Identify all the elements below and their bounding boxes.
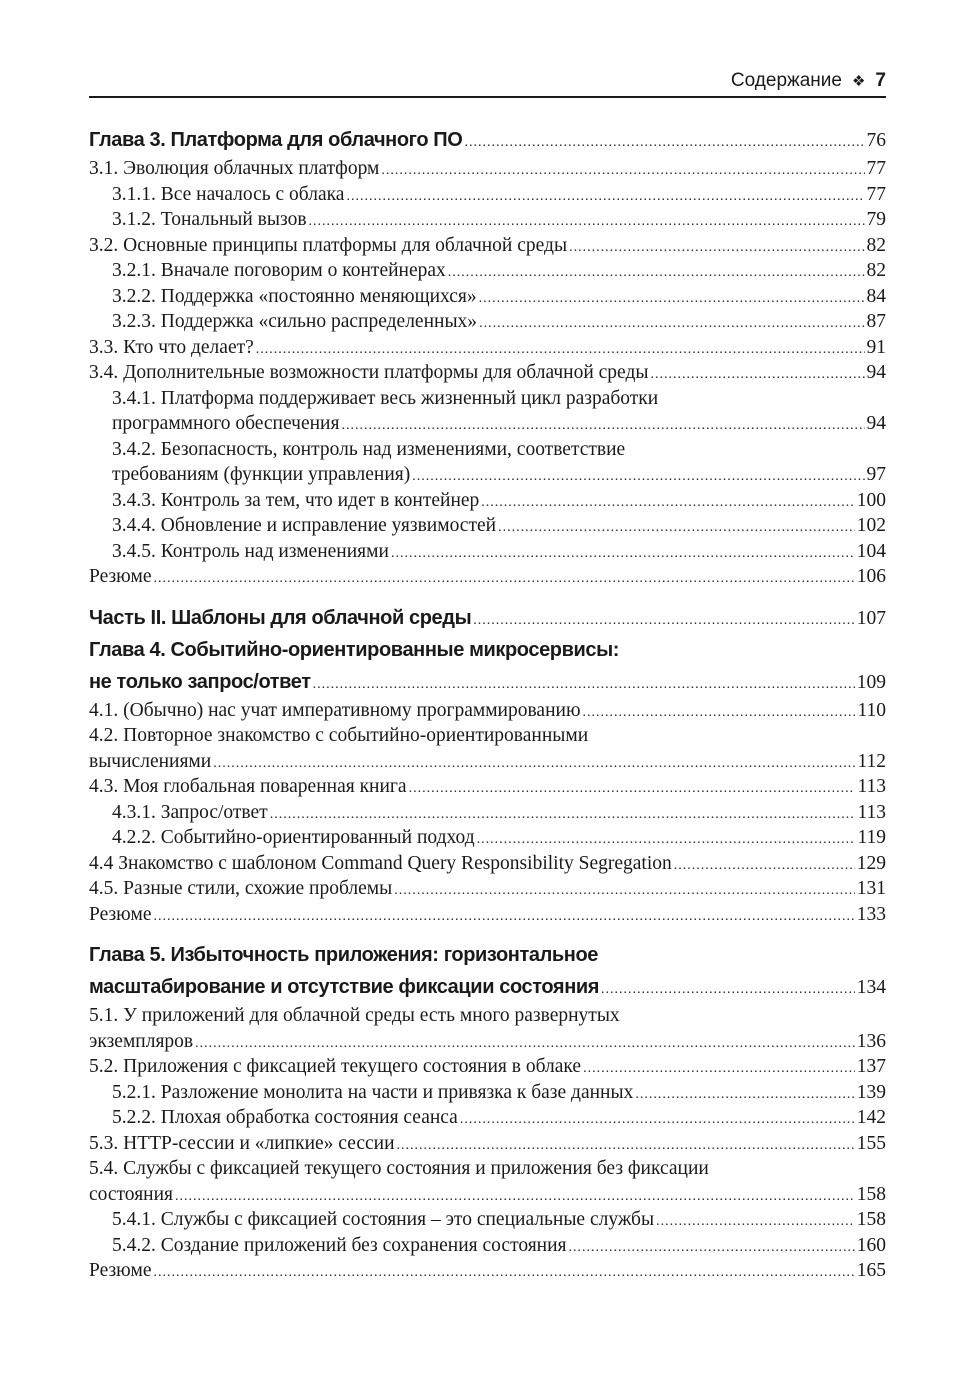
dot-leader (175, 1184, 855, 1210)
toc-entry[interactable] (89, 1258, 886, 1284)
dot-leader (464, 127, 864, 159)
dot-leader (583, 1056, 855, 1082)
toc-entry-title: 4.4 Знакомство с шаблоном Command Query Responsibility Segregation (89, 852, 672, 874)
toc-entry-title: вычислениями (89, 750, 212, 772)
toc-entry-title: 5.4.1. Службы с фиксацией состояния – это специальные службы (112, 1209, 655, 1230)
toc-line (89, 723, 886, 749)
dot-leader (569, 1235, 855, 1261)
toc-line (89, 1131, 886, 1157)
toc-page-number: 77 (866, 183, 886, 205)
toc-entry[interactable] (89, 488, 886, 514)
toc-entry[interactable] (89, 156, 886, 182)
toc-entry[interactable] (89, 698, 886, 724)
dot-leader (213, 751, 855, 777)
toc-line (89, 1029, 886, 1055)
toc-entry[interactable] (89, 182, 886, 208)
toc-heading[interactable] (89, 634, 886, 698)
dot-leader (270, 802, 856, 828)
toc-entry-title: 3.3. Кто что делает? (89, 336, 254, 358)
toc-page-number: 136 (856, 1030, 886, 1052)
toc-page-number: 100 (856, 489, 886, 511)
toc-line (89, 386, 886, 412)
dot-leader (498, 515, 855, 541)
dot-leader (674, 853, 855, 879)
toc-entry[interactable] (89, 1156, 886, 1207)
toc-entry-title: Часть II. Шаблоны для облачной среды (89, 606, 472, 629)
dot-leader (412, 464, 864, 490)
toc-entry[interactable] (89, 335, 886, 361)
toc-page-number: 158 (856, 1183, 886, 1205)
toc-entry[interactable] (89, 774, 886, 800)
toc-entry-title: 3.2. Основные принципы платформы для облачной среды (89, 234, 568, 256)
toc-line (89, 309, 886, 335)
dot-leader (656, 1209, 855, 1235)
toc-entry[interactable] (89, 876, 886, 902)
toc-page-number: 142 (856, 1107, 886, 1128)
toc-entry-title: 4.2. Повторное знакомство с событийно-ориентированными (89, 725, 589, 746)
toc-page-number: 131 (856, 878, 886, 899)
toc-entry[interactable] (89, 564, 886, 590)
dot-leader (397, 1133, 855, 1159)
toc-heading[interactable] (89, 124, 886, 156)
toc-entry-title: 3.4.1. Платформа поддерживает весь жизненный цикл разработки (112, 387, 659, 409)
toc-line (89, 182, 886, 208)
toc-line (89, 851, 886, 877)
toc-line (89, 1003, 886, 1029)
dot-leader (195, 1031, 855, 1057)
toc-heading[interactable] (89, 602, 886, 634)
toc-entry-title: 3.1.1. Все началось с облака (112, 183, 345, 205)
toc-entry-title: 4.2.2. Событийно-ориентированный подход (112, 827, 475, 848)
toc-page-number: 165 (856, 1260, 886, 1281)
dot-leader (341, 413, 864, 439)
toc-entry-title: 5.2. Приложения с фиксацией текущего состояния в облаке (89, 1056, 582, 1077)
toc-page-number: 155 (856, 1132, 886, 1154)
toc-entry[interactable] (89, 386, 886, 437)
dot-leader (394, 878, 855, 904)
toc-page-number: 97 (866, 464, 886, 485)
toc-page-number: 109 (856, 671, 886, 693)
toc-entry[interactable] (89, 207, 886, 233)
toc-page-number: 160 (856, 1234, 886, 1256)
toc-entry[interactable] (89, 1003, 886, 1054)
toc-line (89, 634, 886, 666)
toc-entry-title: Резюме (89, 903, 152, 925)
toc-line (89, 207, 886, 233)
toc-line (89, 1207, 886, 1233)
toc-entry[interactable] (89, 1054, 886, 1080)
dot-leader (479, 311, 864, 337)
toc-entry[interactable] (89, 360, 886, 386)
toc-line (89, 124, 886, 156)
toc-entry[interactable] (89, 284, 886, 310)
toc-entry-title: 5.4.2. Создание приложений без сохранения состояния (112, 1234, 567, 1256)
dot-leader (409, 776, 856, 802)
toc-entry-title: Глава 3. Платформа для облачного ПО (89, 129, 463, 151)
toc-entry-title: 5.3. HTTP-сессии и «липкие» сессии (89, 1132, 395, 1154)
toc-entry-title: 3.2.3. Поддержка «сильно распределенных» (112, 311, 478, 332)
toc-entry-title: 3.4.5. Контроль над изменениями (112, 540, 389, 562)
toc-page-number: 134 (856, 977, 886, 998)
toc-entry[interactable] (89, 513, 886, 539)
dot-leader (381, 158, 864, 184)
dot-leader (569, 235, 864, 261)
dot-leader (583, 700, 856, 726)
toc-line (89, 1054, 886, 1080)
toc-page-number: 133 (856, 903, 886, 925)
dot-leader (477, 827, 856, 853)
toc-page-number: 91 (866, 336, 886, 358)
toc-line (89, 513, 886, 539)
toc-heading[interactable] (89, 939, 886, 1003)
toc-page-number: 77 (866, 158, 886, 179)
toc-entry-title: 4.5. Разные стили, схожие проблемы (89, 878, 393, 899)
toc-page-number: 102 (856, 515, 886, 536)
toc-entry-title: программного обеспечения (112, 413, 340, 434)
toc-line (89, 411, 886, 437)
dot-leader (481, 490, 854, 516)
toc-entry[interactable] (89, 851, 886, 877)
dot-leader (313, 669, 855, 701)
toc-line (89, 825, 886, 851)
toc-entry[interactable] (89, 1080, 886, 1106)
toc-page-number: 110 (857, 699, 886, 721)
toc-entry[interactable] (89, 723, 886, 774)
toc-line (89, 774, 886, 800)
toc-entry-title: 3.1.2. Тональный вызов (112, 209, 307, 230)
toc-page-number: 94 (866, 413, 886, 434)
dot-leader (154, 1260, 855, 1286)
toc-entry-title: 4.3. Моя глобальная поваренная книга (89, 776, 407, 797)
toc-entry-title: состояния (89, 1183, 173, 1205)
dot-leader (479, 286, 865, 312)
toc-page-number: 113 (857, 776, 886, 797)
toc-entry-title: Глава 5. Избыточность приложения: горизонтальное (89, 944, 598, 966)
toc-entry-title: 3.2.1. Вначале поговорим о контейнерах (112, 260, 446, 281)
toc-entry-title: 5.2.2. Плохая обработка состояния сеанса (112, 1107, 458, 1128)
header-page-number: 7 (875, 70, 886, 91)
dot-leader (346, 184, 864, 210)
toc-page-number: 113 (857, 801, 886, 823)
toc-page-number: 104 (856, 540, 886, 562)
toc-page-number: 84 (866, 285, 886, 307)
toc-entry-title: 3.1. Эволюция облачных платформ (89, 158, 380, 179)
toc-entry-title: 4.1. (Обычно) нас учат императивному программированию (89, 699, 581, 721)
toc-line (89, 462, 886, 488)
toc-page-number: 87 (866, 311, 886, 332)
toc-line (89, 902, 886, 928)
toc-line (89, 800, 886, 826)
toc-line (89, 360, 886, 386)
toc-entry[interactable] (89, 902, 886, 928)
toc-entry[interactable] (89, 1105, 886, 1131)
toc-entry-title: масштабирование и отсутствие фиксации состояния (89, 976, 600, 998)
toc-entry-title: 4.3.1. Запрос/ответ (112, 801, 268, 823)
toc-entry-title: экземпляров (89, 1030, 194, 1052)
dot-leader (601, 974, 855, 1006)
toc-line (89, 1258, 886, 1284)
toc-entry[interactable] (89, 539, 886, 565)
toc-page-number: 119 (857, 827, 886, 848)
toc-entry-title: 3.2.2. Поддержка «постоянно меняющихся» (112, 285, 477, 307)
toc-entry[interactable] (89, 825, 886, 851)
toc-page-number: 82 (866, 234, 886, 256)
toc-page-number: 107 (856, 607, 886, 629)
header-title: Содержание (730, 70, 842, 91)
toc-entry-title: 3.4.3. Контроль за тем, что идет в контейнер (112, 489, 480, 511)
toc-page-number: 129 (856, 852, 886, 874)
toc-line (89, 698, 886, 724)
toc-entry[interactable] (89, 233, 886, 259)
toc-line (89, 1080, 886, 1106)
toc-entry-title: 5.2.1. Разложение монолита на части и привязка к базе данных (112, 1081, 634, 1103)
toc-entry-title: 3.4. Дополнительные возможности платформы для облачной среды (89, 362, 649, 383)
toc-page-number: 137 (856, 1056, 886, 1077)
toc-line (89, 602, 886, 634)
toc-line (89, 564, 886, 590)
toc-line (89, 876, 886, 902)
dot-leader (256, 337, 865, 363)
toc-line (89, 335, 886, 361)
toc-page-number: 106 (856, 566, 886, 587)
toc-line (89, 939, 886, 971)
toc-entry[interactable] (89, 1207, 886, 1233)
toc-page-number: 139 (856, 1081, 886, 1103)
toc-line (89, 971, 886, 1003)
toc-line (89, 749, 886, 775)
toc-page-number: 82 (866, 260, 886, 281)
toc-entry[interactable] (89, 309, 886, 335)
toc-line (89, 1105, 886, 1131)
dot-leader (448, 260, 865, 286)
toc-line (89, 488, 886, 514)
toc-entry-title: 3.4.4. Обновление и исправление уязвимостей (112, 515, 497, 536)
toc-line (89, 284, 886, 310)
table-of-contents (89, 124, 886, 1284)
toc-entry-title: 3.4.2. Безопасность, контроль над изменениями, соответствие (112, 438, 626, 460)
dot-leader (154, 566, 855, 592)
toc-line (89, 1182, 886, 1208)
toc-entry[interactable] (89, 437, 886, 488)
toc-entry-title: требованиям (функции управления) (112, 464, 411, 485)
toc-entry[interactable] (89, 258, 886, 284)
toc-line (89, 539, 886, 565)
toc-entry[interactable] (89, 800, 886, 826)
dot-leader (391, 541, 855, 567)
dot-leader (309, 209, 865, 235)
toc-line (89, 1156, 886, 1182)
toc-entry-title: Резюме (89, 1260, 152, 1281)
toc-page-number: 76 (866, 130, 886, 151)
toc-entry[interactable] (89, 1233, 886, 1259)
toc-line (89, 156, 886, 182)
toc-entry-title: 5.4. Службы с фиксацией текущего состояния и приложения без фиксации (89, 1158, 709, 1179)
toc-page-number: 112 (857, 750, 886, 772)
toc-entry[interactable] (89, 1131, 886, 1157)
toc-entry-title: не только запрос/ответ (89, 670, 311, 693)
toc-entry-title: 5.1. У приложений для облачной среды есть много развернутых (89, 1005, 620, 1026)
toc-line (89, 258, 886, 284)
toc-entry-title: Резюме (89, 566, 152, 587)
toc-line (89, 666, 886, 698)
toc-page-number: 94 (866, 362, 886, 383)
toc-page-number: 79 (866, 209, 886, 230)
fleuron-icon: ❖ (851, 73, 866, 90)
toc-entry-title: Глава 4. Событийно-ориентированные микросервисы: (89, 638, 620, 661)
dot-leader (473, 605, 854, 637)
toc-line (89, 233, 886, 259)
dot-leader (635, 1082, 854, 1108)
toc-line (89, 437, 886, 463)
dot-leader (154, 904, 855, 930)
dot-leader (650, 362, 864, 388)
dot-leader (460, 1107, 855, 1133)
running-header (89, 66, 886, 98)
toc-page-number: 158 (856, 1209, 886, 1230)
toc-line (89, 1233, 886, 1259)
